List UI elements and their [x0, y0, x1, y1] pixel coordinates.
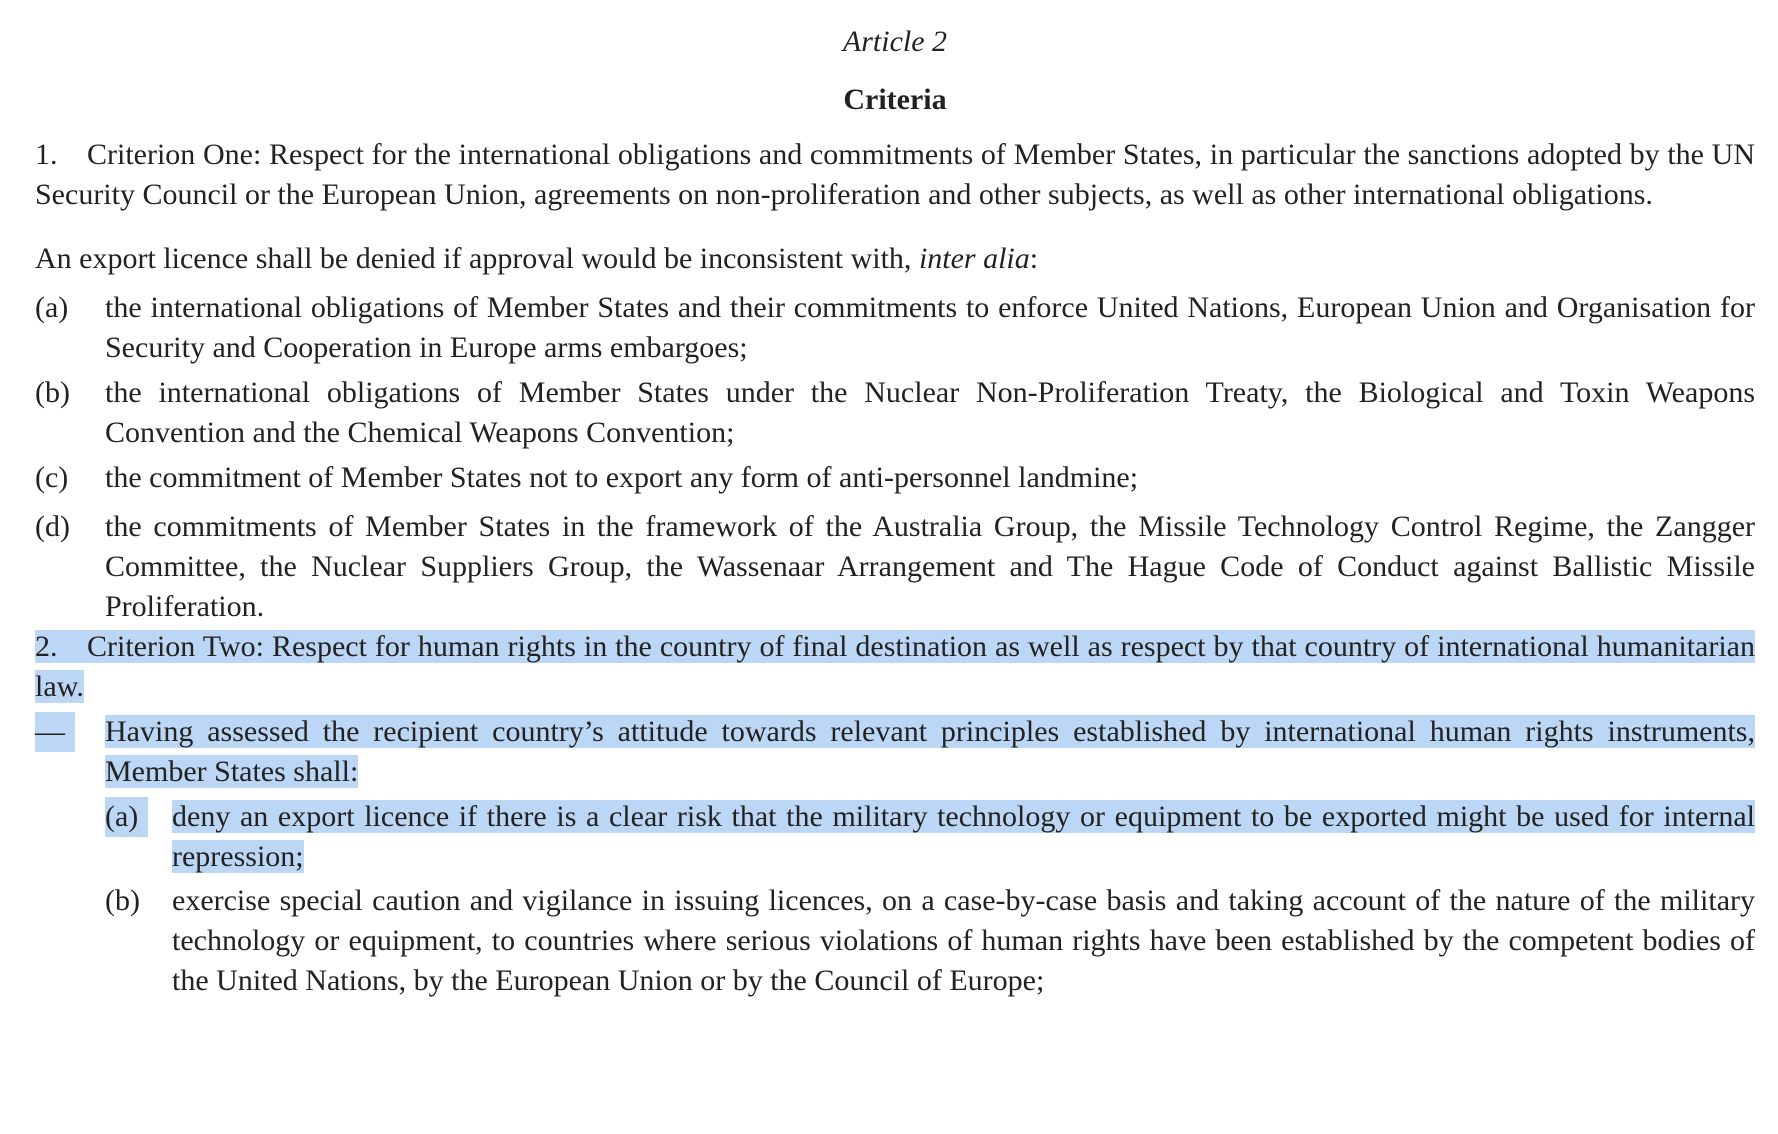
item-label: (d)	[35, 510, 70, 543]
criterion-one-number: 1.	[35, 138, 58, 171]
item-text: the international obligations of Member States and their commitments to enforce United Nations, European Union and Organisation for Security and Cooperation in Europe arms embargoes;	[105, 291, 1755, 364]
criterion-one-intro	[35, 239, 1755, 279]
item-label: (b)	[35, 376, 70, 409]
item-label: (b)	[105, 884, 140, 917]
item-label: (a)	[105, 797, 148, 837]
criterion-two-text: Criterion Two: Respect for human rights in the country of final destination as well as respect by that country of international humanitarian law.	[35, 630, 1755, 703]
item-text: the commitment of Member States not to export any form of anti-personnel landmine;	[105, 461, 1139, 494]
criterion-one-item-c	[35, 458, 1755, 498]
dash-text: Having assessed the recipient country’s attitude towards relevant principles established by international human rights instruments, Member States shall:	[105, 715, 1755, 788]
item-text: the commitments of Member States in the framework of the Australia Group, the Missile Technology Control Regime, the Zangger Committee, the Nuclear Suppliers Group, the Wassenaar Arrangement and The Hague Code of Conduct against Ballistic Missile Proliferation.	[105, 510, 1755, 623]
article-number: Article 2	[842, 25, 948, 58]
item-label: (c)	[35, 461, 69, 494]
criterion-one-intro-colon: :	[1029, 242, 1039, 275]
item-text: exercise special caution and vigilance in issuing licences, on a case-by-case basis and taking account of the nature of the military technology or equipment, to countries where serious violations of human rights have been established by the competent bodies of the United Nations, by the European Union or by the Council of Europe;	[172, 884, 1755, 997]
criterion-two-number: 2.	[35, 630, 58, 663]
dash-label: —	[35, 712, 75, 752]
criterion-two-paragraph[interactable]	[35, 627, 1755, 707]
article-title: Criteria	[843, 83, 947, 116]
criterion-one-item-a	[35, 288, 1755, 368]
criterion-two-item-a[interactable]	[105, 797, 1755, 877]
item-text: deny an export licence if there is a clear risk that the military technology or equipment to be exported might be used for internal repression;	[172, 800, 1755, 873]
criterion-one-intro-italic: inter alia	[918, 242, 1030, 275]
criterion-one-text: Criterion One: Respect for the international obligations and commitments of Member States, in particular the sanctions adopted by the UN Security Council or the European Union, agreements on non-proliferation and other subjects, as well as other international obligations.	[35, 138, 1755, 211]
criterion-two-dash-item[interactable]	[35, 712, 1755, 792]
item-label: (a)	[35, 291, 69, 324]
criterion-two-item-b	[105, 881, 1755, 1001]
item-text: the international obligations of Member States under the Nuclear Non-Proliferation Treaty, the Biological and Toxin Weapons Convention and the Chemical Weapons Convention;	[105, 376, 1755, 449]
criterion-one-intro-text: An export licence shall be denied if approval would be inconsistent with,	[35, 242, 919, 275]
criterion-one-paragraph	[35, 135, 1755, 215]
criterion-one-item-d	[35, 507, 1755, 627]
criterion-one-item-b	[35, 373, 1755, 453]
